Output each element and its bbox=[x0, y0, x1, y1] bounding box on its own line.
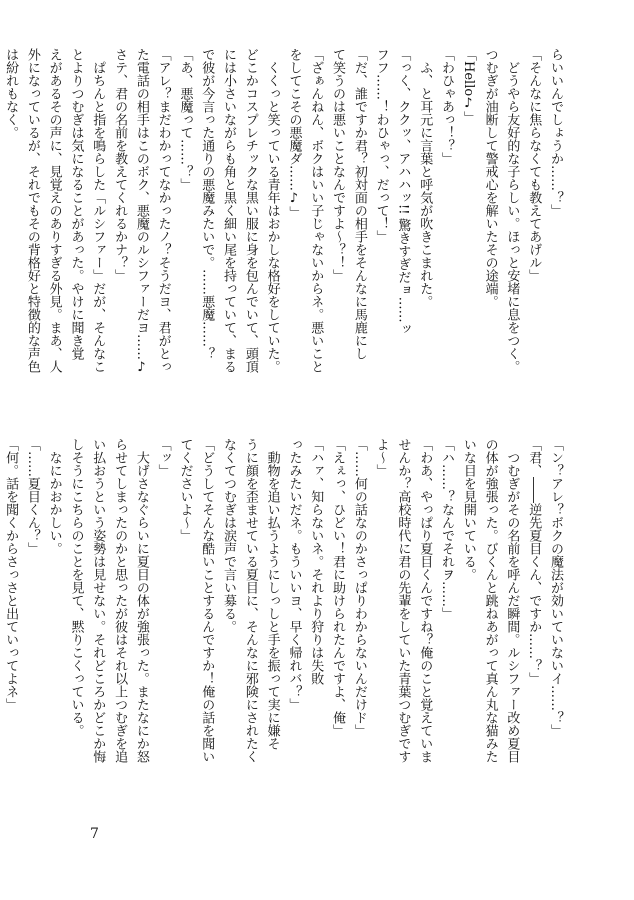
page-number: 7 bbox=[90, 826, 99, 842]
text-line: ぱちんと指を鳴らした「ルシファー」だが、そんなこ bbox=[90, 48, 106, 373]
text-line: 大げさなぐらいに夏目の体が強張った。またなにか怒 bbox=[133, 438, 149, 763]
text-line: うに顔を歪ませている夏目に、そんなに邪険にされたく bbox=[242, 438, 258, 763]
text-line: フフ……！わひゃっ、だって！」 bbox=[373, 48, 389, 243]
text-line: 「Hello♪」 bbox=[460, 48, 476, 125]
text-line: つむぎがその名前を呼んだ瞬間。ルシファー改め夏目 bbox=[504, 438, 520, 763]
text-line: どうやら友好的な子らしい。ほっと安堵に息をつく。 bbox=[504, 48, 520, 373]
text-line: の体が強張った。びくんと跳ねあがって真ん丸な猫みた bbox=[482, 438, 498, 763]
text-line: くくっと笑っている青年はおかしな格好をしていた。 bbox=[264, 48, 280, 373]
text-line: らせてしまったのかと思ったが彼はそれ以上つむぎを追 bbox=[112, 438, 128, 763]
text-line: なくてつむぎは涙声で言い募る。 bbox=[221, 438, 237, 633]
text-line: 「……夏目くん？」 bbox=[24, 438, 40, 555]
text-line: 「わあ、やっぱり夏目くんですね？俺のこと覚えていま bbox=[417, 438, 433, 763]
lower-text-block bbox=[3, 438, 566, 768]
text-line: 「っく、ククッ、アハハッ!! 驚きすぎだョ……ッ bbox=[395, 48, 411, 336]
text-line: 「そんなに焦らなくても教えてあげル」 bbox=[526, 48, 542, 282]
text-line: 「あ、悪魔って……？」 bbox=[177, 48, 193, 191]
text-line: 「アレ？まだわかってなかったノ？そうだヨ、君がとっ bbox=[155, 48, 171, 373]
text-line: には小さいながらも角と黒く細い尾を持っていて、まる bbox=[221, 48, 237, 373]
text-line: よ〜」 bbox=[373, 438, 389, 477]
text-line: は紛れもなく。 bbox=[3, 48, 19, 139]
text-line: 「ざぁんねん、ボクはいい子じゃないからネ。悪いこと bbox=[308, 48, 324, 373]
text-line: つむぎが油断して警戒心を解いたその途端。 bbox=[482, 48, 498, 308]
text-line: た電話の相手はこのボク、悪魔のルシファーだヨ……♪ bbox=[133, 48, 149, 375]
text-line: 「どうしてそんな酷いことするんですか！俺の話を聞い bbox=[199, 438, 215, 763]
text-line: 「君、――逆先夏目くん、ですか……？」 bbox=[526, 438, 542, 685]
text-line: らいいんでしょうか……？」 bbox=[548, 48, 563, 217]
text-line: せんか？高校時代に君の先輩をしていた青葉つむぎです bbox=[395, 438, 411, 763]
text-line: てくださいよ〜」 bbox=[177, 438, 193, 542]
text-line: さテ、君の名前を教えてくれるかナ？」 bbox=[112, 48, 128, 282]
text-line: 「ハ……？なんでそれヲ……」 bbox=[439, 438, 455, 620]
text-line: どこかコスプレチックな黒い服に身を包んでいて、頭頂 bbox=[242, 48, 258, 373]
text-line: 「……何の話なのかさっぱりわからないんだけド」 bbox=[351, 438, 367, 737]
text-line: 「ン？アレ？ボクの魔法が効いていないイ……？」 bbox=[548, 438, 563, 737]
text-line: 「何。話を聞くからさっさと出ていってよネ」 bbox=[3, 438, 19, 711]
text-line: で彼が今言った通りの悪魔みたいで。……悪魔……？ bbox=[199, 48, 215, 360]
text-line: 「ハァ、知らないネ。それより狩りは失敗 bbox=[308, 438, 324, 685]
text-line: 外になっているが、それでもその背格好と特徴的な声色 bbox=[24, 48, 40, 373]
text-line: いな目を見開いている。 bbox=[460, 438, 476, 581]
text-line: い払おうという姿勢は見せない。それどころかどこか悔 bbox=[90, 438, 106, 763]
text-line: て笑うのは悪いことなんですよ〜？！」 bbox=[330, 48, 346, 282]
text-line: 「ッ」 bbox=[155, 438, 171, 477]
text-line: しそうにこちらのことを見て、黙りこくっている。 bbox=[68, 438, 84, 737]
text-line: 「えぇっ、ひどい！君に助けられたんですよ、俺」 bbox=[330, 438, 346, 737]
text-line: 動物を追い払うようにしっしと手を振って実に嫌そ bbox=[264, 438, 280, 750]
text-line: えがあるその声に、見覚えのありすぎる外見。まあ、人 bbox=[46, 48, 62, 373]
text-line: をしてこその悪魔ダ……♪」 bbox=[286, 48, 302, 219]
text-line: とよりつむぎは気になることがあった。やけに聞き覚 bbox=[68, 48, 84, 360]
text-line: なにかおかしい。 bbox=[46, 438, 62, 555]
text-line: 「わひゃあっ！？」 bbox=[439, 48, 455, 165]
text-line: ったみたいだネ。もういいヨ、早く帰れバ？」 bbox=[286, 438, 302, 711]
text-line: 「だ、誰ですか君？初対面の相手をそんなに馬鹿にし bbox=[351, 48, 367, 360]
text-line: ふ、と耳元に言葉と呼気が吹きこまれた。 bbox=[417, 48, 433, 308]
upper-text-block bbox=[3, 48, 566, 384]
